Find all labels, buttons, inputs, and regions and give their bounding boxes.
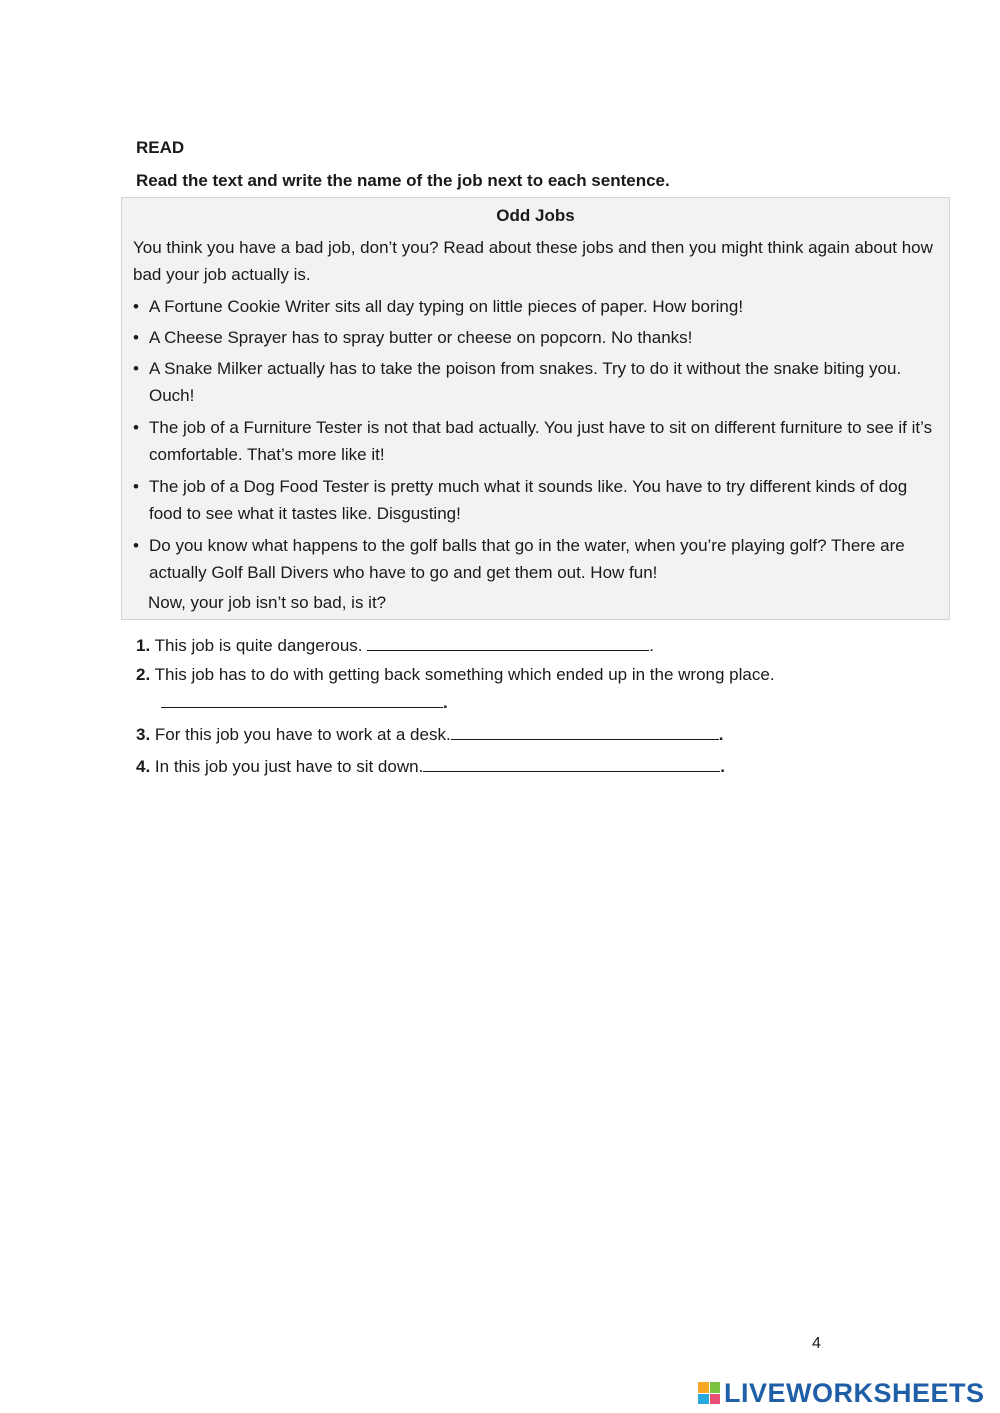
bullet-dot: • (133, 536, 139, 555)
answer-blank-3[interactable] (451, 721, 719, 740)
bullet-text: The job of a Dog Food Tester is pretty much what it sounds like. You have to try different kinds of dog food to see what it tastes like. Disgusting! (149, 477, 908, 523)
bullet-dot: • (133, 297, 139, 316)
question-number: 1. (136, 636, 151, 655)
answer-blank-1[interactable] (367, 632, 649, 651)
question-2 (136, 663, 775, 687)
question-1 (136, 632, 654, 658)
bullet-text: The job of a Furniture Tester is not that bad actually. You just have to sit on different furniture to see if it’s comfortable. That’s more like it! (149, 418, 933, 464)
watermark-text: LIVEWORKSHEETS (724, 1377, 985, 1408)
question-text: In this job you just have to sit down. (154, 757, 424, 776)
question-number: 3. (136, 725, 151, 744)
question-4 (136, 753, 725, 779)
question-text: This job has to do with getting back something which ended up in the wrong place. (154, 665, 775, 684)
bullet-item (133, 324, 933, 351)
bullet-item (133, 293, 933, 320)
bullet-text: A Snake Milker actually has to take the poison from snakes. Try to do it without the snake biting you. Ouch! (149, 359, 902, 405)
reading-intro: You think you have a bad job, don’t you? Read about these jobs and then you might think again about how bad your job actually is. (133, 238, 933, 284)
bullet-text: Do you know what happens to the golf balls that go in the water, when you’re playing golf? There are actually Golf Ball Divers who have to go and get them out. How fun! (149, 536, 905, 582)
section-title: READ (136, 138, 185, 157)
reading-outro: Now, your job isn’t so bad, is it? (148, 593, 387, 612)
page-number: 4 (812, 1335, 821, 1352)
question-number: 4. (136, 757, 151, 776)
bullet-item (133, 414, 933, 468)
instruction: Read the text and write the name of the job next to each sentence. (136, 171, 670, 190)
question-2-answer-line (161, 689, 448, 713)
bullet-item (133, 355, 933, 409)
bullet-dot: • (133, 359, 139, 378)
question-end: . (649, 636, 654, 655)
logo-square (698, 1394, 709, 1405)
bullet-text: A Cheese Sprayer has to spray butter or cheese on popcorn. No thanks! (149, 328, 693, 347)
answer-blank-2[interactable] (161, 689, 443, 708)
answer-blank-4[interactable] (423, 753, 720, 772)
bullet-text: A Fortune Cookie Writer sits all day typing on little pieces of paper. How boring! (149, 297, 744, 316)
bullet-item (133, 532, 933, 586)
liveworksheets-logo-icon (698, 1382, 720, 1404)
question-end: . (443, 693, 448, 712)
bullet-dot: • (133, 418, 139, 437)
question-3 (136, 721, 723, 747)
question-text: This job is quite dangerous. (154, 636, 363, 655)
bullet-dot: • (133, 477, 139, 496)
logo-square (710, 1382, 721, 1393)
question-number: 2. (136, 665, 151, 684)
bullet-dot: • (133, 328, 139, 347)
bullet-item (133, 473, 933, 527)
logo-square (710, 1394, 721, 1405)
question-end: . (718, 725, 724, 744)
liveworksheets-watermark[interactable] (698, 1378, 985, 1408)
reading-text-box (121, 197, 950, 620)
logo-square (698, 1382, 709, 1393)
reading-title: Odd Jobs (496, 206, 575, 225)
question-text: For this job you have to work at a desk. (154, 725, 451, 744)
question-end: . (720, 757, 726, 776)
